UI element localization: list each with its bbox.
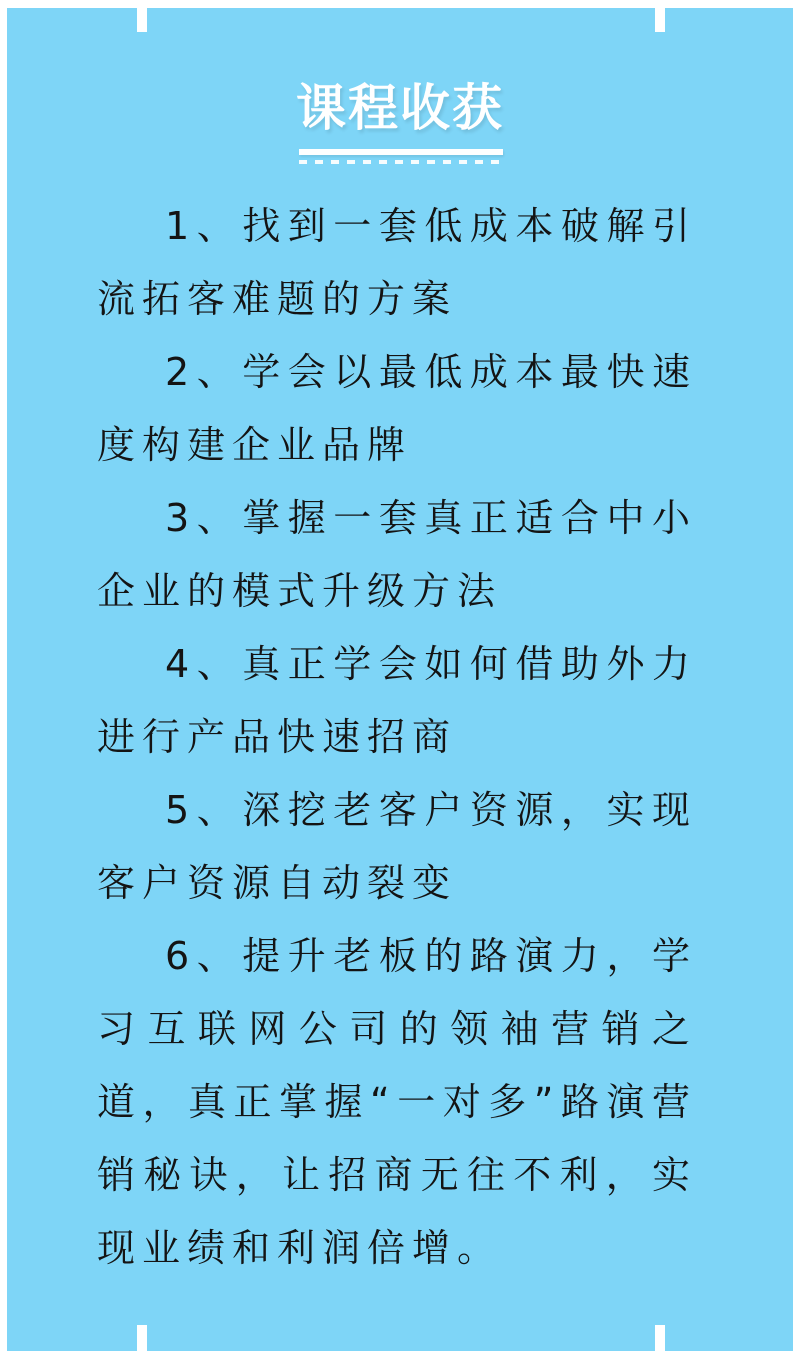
bottom-left-tick-mark [137,1325,147,1357]
course-benefit-item-1: 1、找到一套低成本破解引流拓客难题的方案 [97,204,697,321]
page-title: 课程收获 [296,79,504,137]
course-benefit-item-5: 5、深挖老客户资源，实现客户资源自动裂变 [97,788,697,905]
course-benefit-item-2: 2、学会以最低成本最快速度构建企业品牌 [97,350,697,467]
course-benefit-item-3: 3、掌握一套真正适合中小企业的模式升级方法 [97,496,697,613]
title-underline-dashed [299,160,505,164]
course-benefit-item-4: 4、真正学会如何借助外力进行产品快速招商 [97,642,697,759]
top-right-tick-mark [655,0,665,32]
bottom-right-tick-mark [655,1325,665,1357]
title-underline-solid [299,149,503,155]
course-benefit-item-6: 6、提升老板的路演力，学习互联网公司的领袖营销之道，真正掌握“一对多”路演营销秘诀，让招商无往不利，实现业绩和利润倍增。 [97,934,697,1270]
top-left-tick-mark [137,0,147,32]
course-benefits-list [97,190,697,1285]
